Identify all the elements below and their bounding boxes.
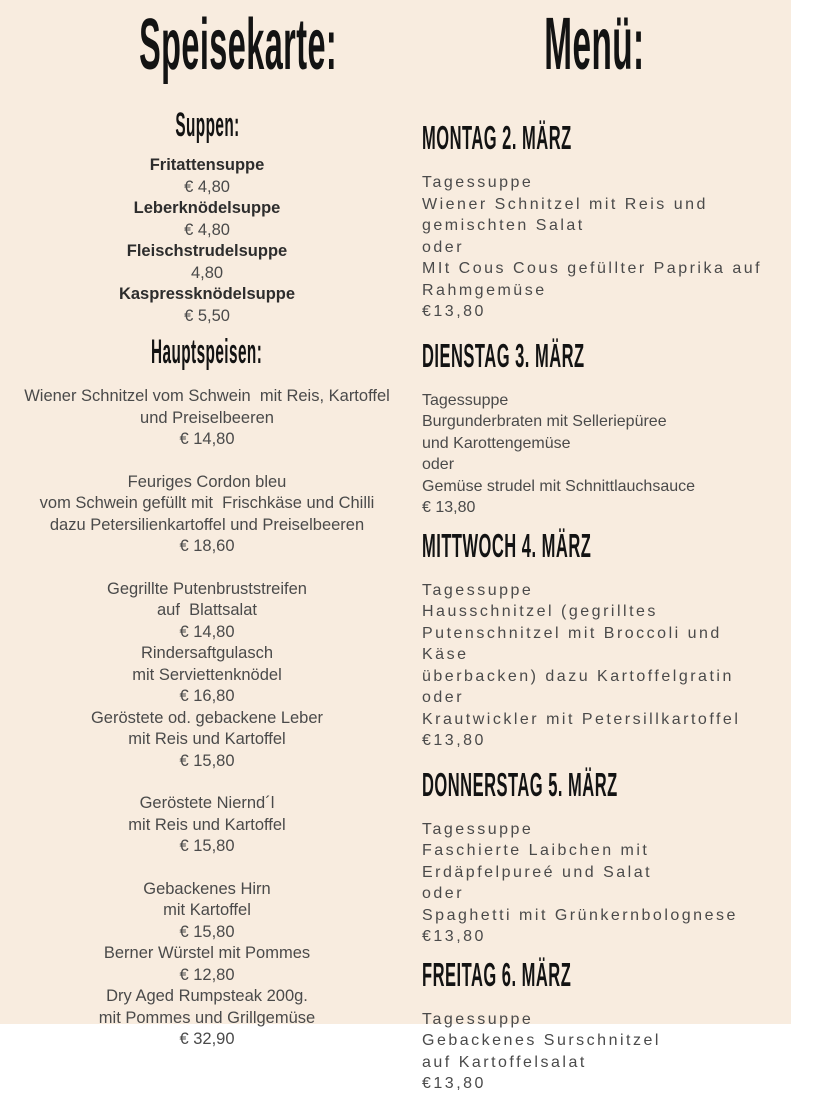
day-menu-price: €13,80 [422,928,486,945]
dish-name: mit Kartoffel [163,901,251,919]
menu-item [18,472,396,558]
menu-item [18,198,396,241]
menue-column [422,0,767,1095]
day-menu-line: oder [422,238,465,256]
day-menu-line: Wiener Schnitzel mit Reis und [422,195,708,213]
day-menu-line: Tagessuppe [422,581,534,599]
dish-name: Wiener Schnitzel vom Schwein mit Reis, Kartoffel [24,387,390,405]
day-menu-price: €13,80 [422,1075,486,1092]
day-menu-line: Tagessuppe [422,174,534,191]
menue-title-wrap [422,0,767,105]
speisekarte-column [18,0,396,1051]
dish-price: € 16,80 [179,687,235,705]
day-heading: DIENSTAG 3. MÄRZ [422,336,585,374]
day-menu-line: MIt Cous Cous gefüllter Paprika auf [422,260,763,277]
menue-title: Menü: [544,2,645,85]
menu-item [18,386,396,451]
dish-price: € 14,80 [179,430,235,448]
day-donnerstag [422,766,767,948]
day-menu-price: €13,80 [422,303,486,320]
menu-item [18,943,396,986]
menu-item [18,579,396,644]
dish-price: € 5,50 [184,306,230,325]
day-menu-line: Burgunderbraten mit Selleriepüree [422,413,667,430]
day-menu-line: Tagessuppe [422,391,509,409]
day-menu-line: Krautwickler mit Petersillkartoffel [422,710,741,728]
day-menu-price: €13,80 [422,732,486,749]
menu-item [18,879,396,944]
dish-name: Feuriges Cordon bleu [127,472,287,491]
dish-name: Gegrillte Putenbruststreifen [107,579,307,598]
dish-name: mit Pommes und Grillgemüse [98,1008,316,1027]
dish-name: Leberknödelsuppe [133,199,281,217]
dish-name: auf Blattsalat [157,601,257,619]
day-mittwoch [422,527,767,752]
hauptspeisen-heading: Hauptspeisen: [151,333,263,371]
day-menu-line: oder [422,689,465,706]
day-heading: DONNERSTAG 5. MÄRZ [422,765,618,803]
hauptspeisen-items [18,386,396,1051]
menu-item [18,155,396,198]
dish-price: € 32,90 [179,1030,235,1048]
dish-name: Gebackenes Hirn [143,879,271,898]
day-menu-line: Rahmgemüse [422,281,547,299]
dish-price: € 15,80 [179,837,235,855]
dish-price: € 4,80 [184,220,230,239]
day-heading-wrap [422,337,767,382]
speisekarte-title: Speisekarte: [139,5,338,85]
day-menu-line: Erdäpfelpureé und Salat [422,863,653,881]
dish-price: € 14,80 [179,622,235,641]
dish-name: dazu Petersilienkartoffel und Preiselbeeren [49,515,365,534]
suppen-items [18,155,396,327]
menu-item [18,986,396,1051]
day-menu-line: oder [422,885,465,902]
dish-name: Fleischstrudelsuppe [126,242,288,260]
day-menu-price: € 13,80 [422,499,476,516]
dish-name: und Preiselbeeren [140,408,274,427]
day-freitag [422,956,767,1095]
menu-item [18,643,396,708]
day-menu-line: Spaghetti mit Grünkernbolognese [422,906,738,924]
dish-name: Kaspressknödelsuppe [118,285,296,303]
day-menu-line: Hausschnitzel (gegrilltes [422,603,658,620]
day-heading: MONTAG 2. MÄRZ [422,119,572,156]
dish-name: mit Reis und Kartoffel [128,815,286,834]
day-heading-wrap [422,956,767,1001]
day-menu-line: gemischten Salat [422,217,585,234]
day-menu-line: überbacken) dazu Kartoffelgratin [422,667,734,685]
day-heading: MITTWOCH 4. MÄRZ [422,526,592,564]
day-menu-line: und Karottengemüse [422,434,571,452]
day-heading-wrap [422,119,767,164]
dish-name: Rindersaftgulasch [140,644,274,662]
dish-name: Berner Würstel mit Pommes [103,944,311,962]
day-menu-line: auf Kartoffelsalat [422,1053,587,1071]
dish-price: 4,80 [190,263,224,282]
dish-price: € 4,80 [184,177,230,196]
day-heading-wrap [422,766,767,811]
suppen-heading-wrap [18,106,396,151]
dish-name: mit Serviettenknödel [132,665,282,684]
day-menu-line: Tagessuppe [422,820,534,838]
day-montag [422,119,767,323]
menu-item [18,793,396,858]
dish-price: € 12,80 [179,965,235,984]
day-menu-line: Putenschnitzel mit Broccoli und Käse [422,624,722,663]
menu-item [18,708,396,773]
dish-name: vom Schwein gefüllt mit Frischkäse und Chilli [39,494,375,512]
dish-price: € 15,80 [179,751,235,770]
day-heading: FREITAG 6. MÄRZ [422,955,572,993]
dish-name: Fritattensuppe [149,156,265,174]
day-menu-line: Gemüse strudel mit Schnittlauchsauce [422,477,696,495]
day-menu-line: Faschierte Laibchen mit [422,842,650,859]
day-dienstag [422,337,767,519]
dish-name: Geröstete Niernd´l [139,794,275,812]
menu-item [18,284,396,327]
dish-name: Dry Aged Rumpsteak 200g. [106,987,308,1005]
menu-item [18,241,396,284]
hauptspeisen-heading-wrap [18,333,396,378]
dish-name: mit Reis und Kartoffel [128,730,286,748]
dish-price: € 15,80 [179,922,235,941]
day-menu-line: Tagessuppe [422,1010,534,1028]
dish-name: Geröstete od. gebackene Leber [90,708,324,727]
day-heading-wrap [422,527,767,572]
suppen-heading: Suppen: [174,106,240,144]
dish-price: € 18,60 [179,537,235,555]
speisekarte-title-wrap [18,0,396,102]
day-menu-line: Gebackenes Surschnitzel [422,1032,661,1049]
day-menu-line: oder [422,456,455,473]
